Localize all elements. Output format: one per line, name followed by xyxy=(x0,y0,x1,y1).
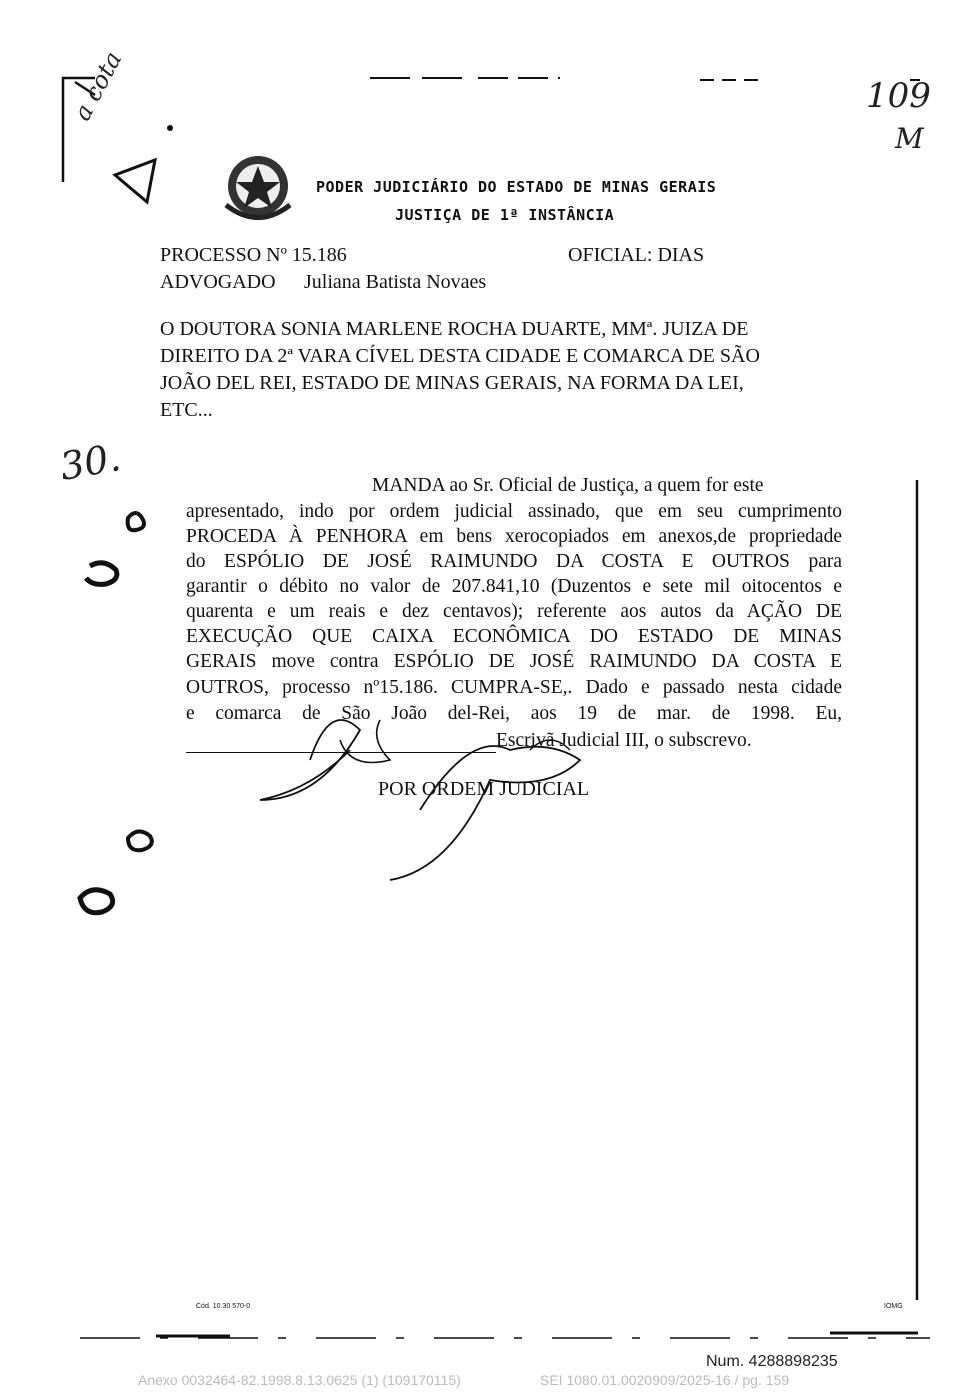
judge-title-line-1: O DOUTORA SONIA MARLENE ROCHA DUARTE, MMª. JUIZA DE xyxy=(160,318,749,340)
sei-reference: SEI 1080.01.0020909/2025-16 / pg. 159 xyxy=(540,1372,790,1388)
process-number: PROCESSO Nº 15.186 xyxy=(160,244,347,266)
document-number: Num. 4288898235 xyxy=(706,1353,838,1370)
handwritten-signature xyxy=(250,690,630,890)
body-line-7: EXECUÇÃO QUE CAIXA ECONÔMICA DO ESTADO DE MINAS xyxy=(186,626,842,647)
form-brand: IOMG xyxy=(884,1303,903,1310)
body-line-1: MANDA ao Sr. Oficial de Justiça, a quem for este xyxy=(372,475,764,496)
body-line-8: GERAIS move contra ESPÓLIO DE JOSÉ RAIMUNDO DA COSTA E xyxy=(186,651,842,672)
body-line-10: e comarca de São João del-Rei, aos 19 de mar. de 1998. Eu, xyxy=(186,703,842,724)
body-line-5: garantir o débito no valor de 207.841,10 (Duzentos e sete mil oitocentos e xyxy=(186,576,842,597)
annex-reference: Anexo 0032464-82.1998.8.13.0625 (1) (109170115) xyxy=(138,1372,461,1388)
body-line-2: apresentado, indo por ordem judicial assinado, que em seu cumprimento xyxy=(186,501,842,522)
body-line-9: OUTROS, processo nº15.186. CUMPRA-SE,. Dado e passado nesta cidade xyxy=(186,677,842,698)
body-line-11: Escrivã Judicial III, o subscrevo. xyxy=(496,730,752,751)
officer-label: OFICIAL: DIAS xyxy=(568,244,705,266)
body-line-6: quarenta e um reais e dez centavos); referente aos autos da AÇÃO DE xyxy=(186,601,842,622)
handwritten-check-mark xyxy=(105,140,165,210)
coat-of-arms-icon xyxy=(218,150,298,225)
body-line-4: do ESPÓLIO DE JOSÉ RAIMUNDO DA COSTA E OUTROS para xyxy=(186,551,842,572)
judicial-order-label: POR ORDEM JUDICIAL xyxy=(378,778,590,800)
court-header-line1: PODER JUDICIÁRIO DO ESTADO DE MINAS GERAIS xyxy=(316,178,717,196)
handwritten-top-left-note: a cota xyxy=(68,46,128,126)
court-header-line2: JUSTIÇA DE 1ª INSTÂNCIA xyxy=(395,206,615,224)
handwritten-folio-number: 109 xyxy=(866,76,931,116)
handwritten-folio-mark: M xyxy=(895,122,924,155)
judge-title-line-3: JOÃO DEL REI, ESTADO DE MINAS GERAIS, NA FORMA DA LEI, xyxy=(160,372,744,394)
form-code: Cód. 10.30 570-0 xyxy=(196,1303,251,1310)
judge-title-line-2: DIREITO DA 2ª VARA CÍVEL DESTA CIDADE E COMARCA DE SÃO xyxy=(160,345,760,367)
judge-title-line-4: ETC... xyxy=(160,399,213,421)
lawyer-label: ADVOGADO xyxy=(160,271,276,293)
lawyer-name: Juliana Batista Novaes xyxy=(304,271,487,293)
stray-dot xyxy=(167,125,173,131)
punch-hole-marks xyxy=(70,500,170,920)
body-line-3: PROCEDA À PENHORA em bens xerocopiados em anexos,de propriedade xyxy=(186,526,842,547)
handwritten-margin-note: 30. xyxy=(56,435,124,489)
